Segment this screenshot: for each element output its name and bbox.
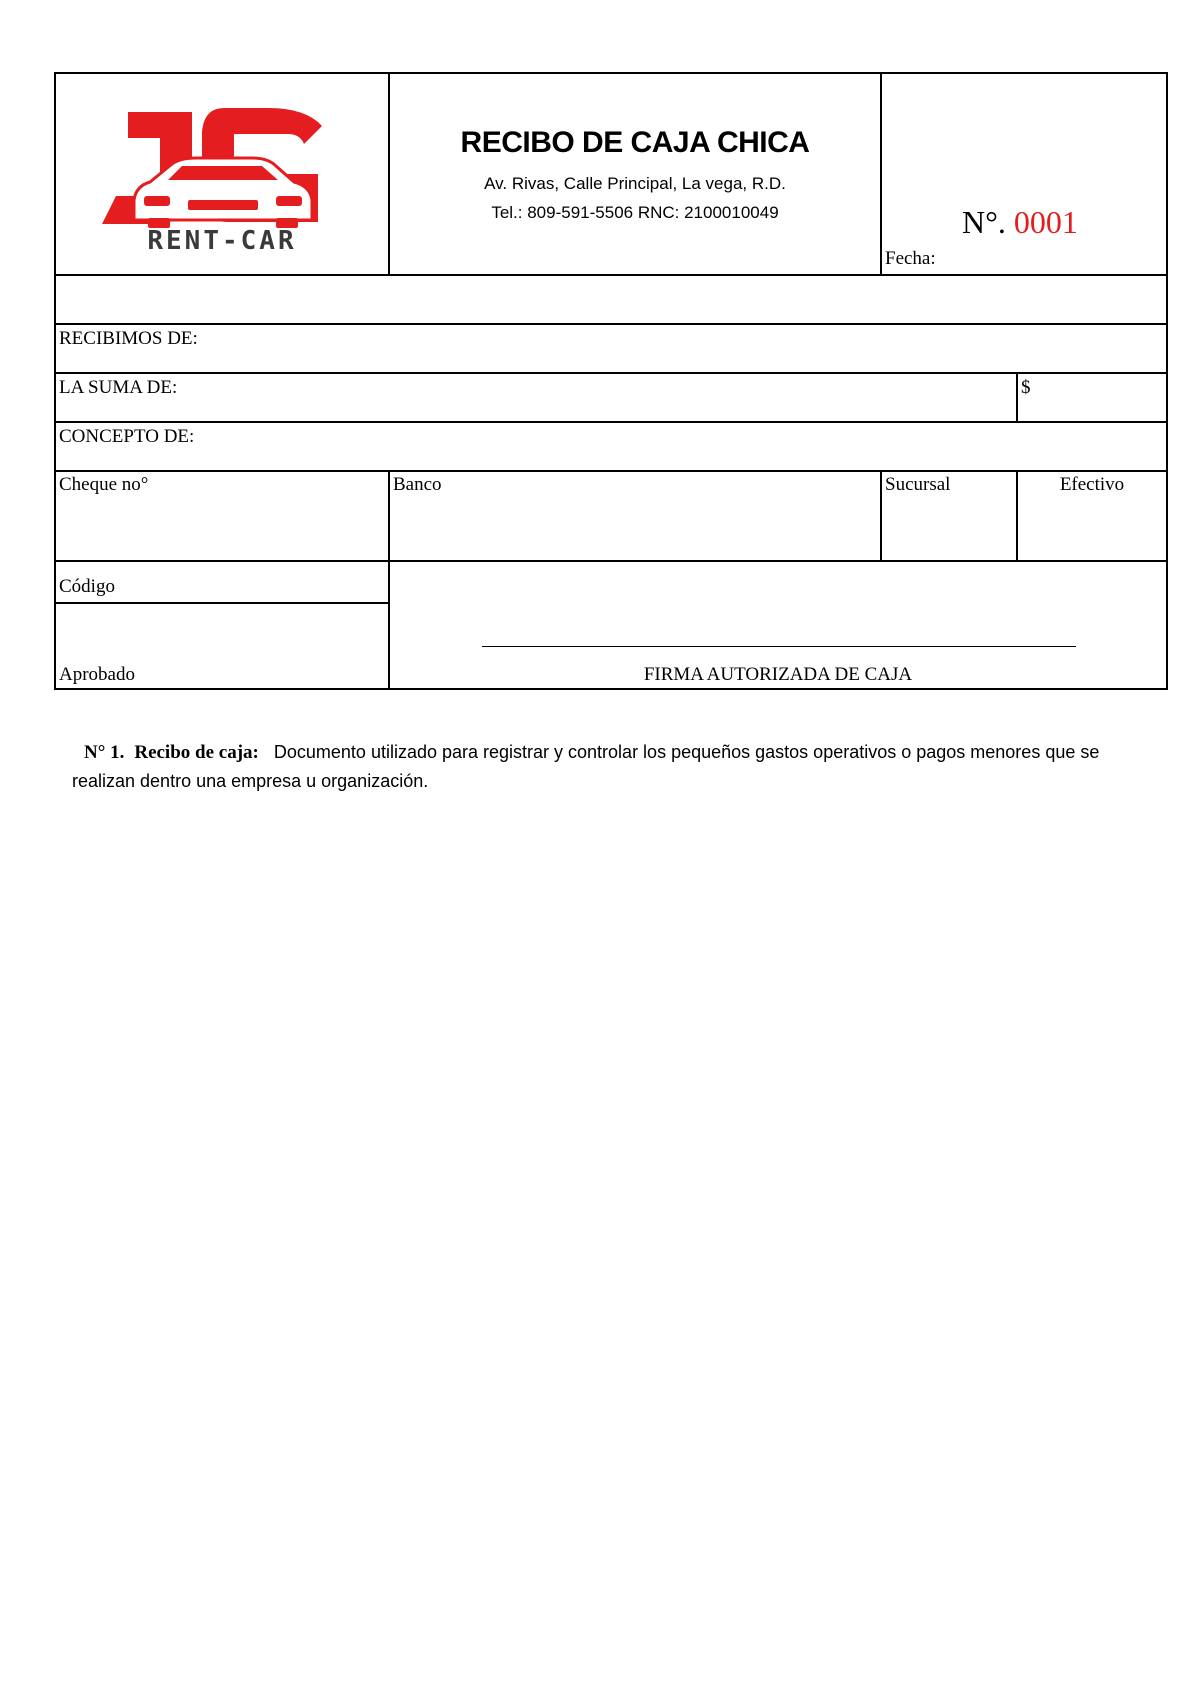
check-label: Cheque no° [59, 474, 149, 495]
check-number-field[interactable] [56, 472, 388, 560]
currency-label: $ [1021, 377, 1031, 398]
code-label: Código [59, 576, 115, 597]
receipt-number [962, 204, 1078, 241]
logo-cell [56, 74, 388, 274]
company-logo [56, 74, 388, 274]
receipt-title: RECIBO DE CAJA CHICA [460, 126, 810, 159]
date-label: Fecha: [885, 248, 936, 269]
received-from-label: RECIBIMOS DE: [59, 328, 198, 349]
amount-label: LA SUMA DE: [59, 377, 178, 398]
signature-area[interactable] [390, 562, 1166, 690]
signature-label: FIRMA AUTORIZADA DE CAJA [643, 664, 913, 685]
bank-label: Banco [393, 474, 442, 495]
cash-label: Efectivo [1059, 474, 1125, 495]
approved-field[interactable] [56, 604, 388, 690]
amount-number-field[interactable] [1018, 374, 1166, 421]
number-cell [882, 74, 1166, 274]
number-prefix: N°. [962, 204, 1006, 240]
signature-line [482, 646, 1076, 647]
logo-subtext: RENT-CAR [147, 226, 297, 256]
concept-field[interactable] [56, 423, 1166, 470]
footnote [72, 738, 1112, 796]
number-value: 0001 [1013, 204, 1078, 240]
cash-field[interactable] [1018, 472, 1166, 560]
company-phone: Tel.: 809-591-5506 RNC: 2100010049 [491, 203, 779, 222]
branch-field[interactable] [882, 472, 1016, 560]
amount-words-field[interactable] [56, 374, 1016, 421]
bank-field[interactable] [390, 472, 880, 560]
company-address: Av. Rivas, Calle Principal, La vega, R.D. [484, 174, 786, 193]
footnote-term: Recibo de caja: [134, 742, 259, 763]
branch-label: Sucursal [885, 474, 951, 495]
code-field[interactable] [56, 562, 388, 602]
footnote-text: Documento utilizado para registrar y controlar los pequeños gastos operativos o pagos menores que se realizan dentro una empresa u organización. [72, 742, 1100, 791]
concept-label: CONCEPTO DE: [59, 426, 195, 447]
footnote-number: N° 1. [84, 742, 125, 763]
received-from-field[interactable] [56, 325, 1166, 372]
blank-row[interactable] [56, 276, 1166, 323]
petty-cash-receipt [54, 72, 1168, 690]
title-cell [390, 74, 880, 274]
approved-label: Aprobado [59, 664, 135, 685]
